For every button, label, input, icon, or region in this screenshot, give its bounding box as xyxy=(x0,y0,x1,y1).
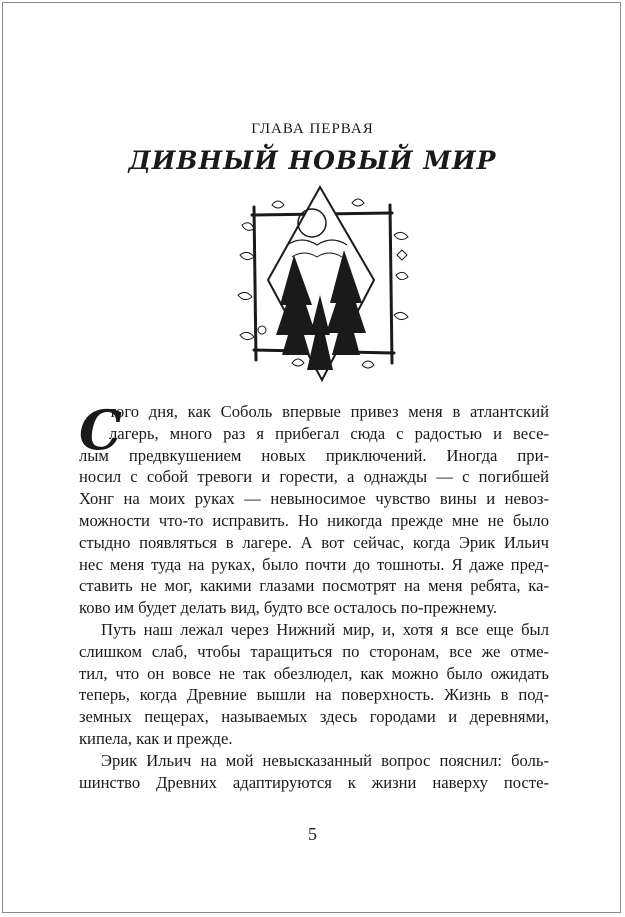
text-line: можности что-то исправить. Но никогда прежде мне не было xyxy=(79,510,549,530)
chapter-label: ГЛАВА ПЕРВАЯ xyxy=(251,121,374,137)
text-line: ково им будет делать вид, будто все осталось по-прежнему. xyxy=(79,598,498,618)
text-line: Путь наш лежал через Нижний мир, и, хотя я все еще был xyxy=(101,619,549,639)
text-line: стыдно появляться в лагере. А вот сейчас, когда Эрик Ильич xyxy=(79,532,549,552)
forest-frame-illustration-icon xyxy=(232,185,412,385)
text-line: шинство Древних адаптируются к жизни наверху посте- xyxy=(79,772,549,792)
body-text xyxy=(79,398,549,793)
text-line: кипела, как и прежде. xyxy=(79,728,233,748)
text-line: нес меня туда на руках, было почти до тошноты. Я даже пред- xyxy=(79,554,549,574)
text-line: того дня, как Соболь впервые привез меня в атлантский xyxy=(109,402,549,421)
text-line: тил, что он вовсе не так обезлюдел, как можно было ожидать xyxy=(79,663,549,683)
text-line: земных пещерах, называемых здесь городами и деревнями, xyxy=(79,707,549,727)
text-line: Хонг на моих руках — невыносимое чувство вины и невоз- xyxy=(79,489,549,509)
text-line: ставить не мог, какими глазами посмотрят на меня ребята, ка- xyxy=(79,576,549,596)
text-line: лым предвкушением новых приключений. Иногда при- xyxy=(79,445,549,465)
chapter-title: ДИВНЫЙ НОВЫЙ МИР xyxy=(128,146,497,175)
text-line: слишком слаб, чтобы таращиться по сторонам, все же отме- xyxy=(79,641,549,661)
text-line: носил с собой тревоги и горести, а однажды — с погибшей xyxy=(79,467,549,487)
text-line: лагерь, много раз я прибегал сюда с радостью и весе- xyxy=(109,423,549,443)
drop-cap: С xyxy=(79,398,122,462)
text-line: теперь, когда Древние вышли на поверхность. Жизнь в под- xyxy=(79,685,549,705)
page-number: 5 xyxy=(308,824,317,844)
text-line: Эрик Ильич на мой невысказанный вопрос пояснил: боль- xyxy=(101,750,549,770)
